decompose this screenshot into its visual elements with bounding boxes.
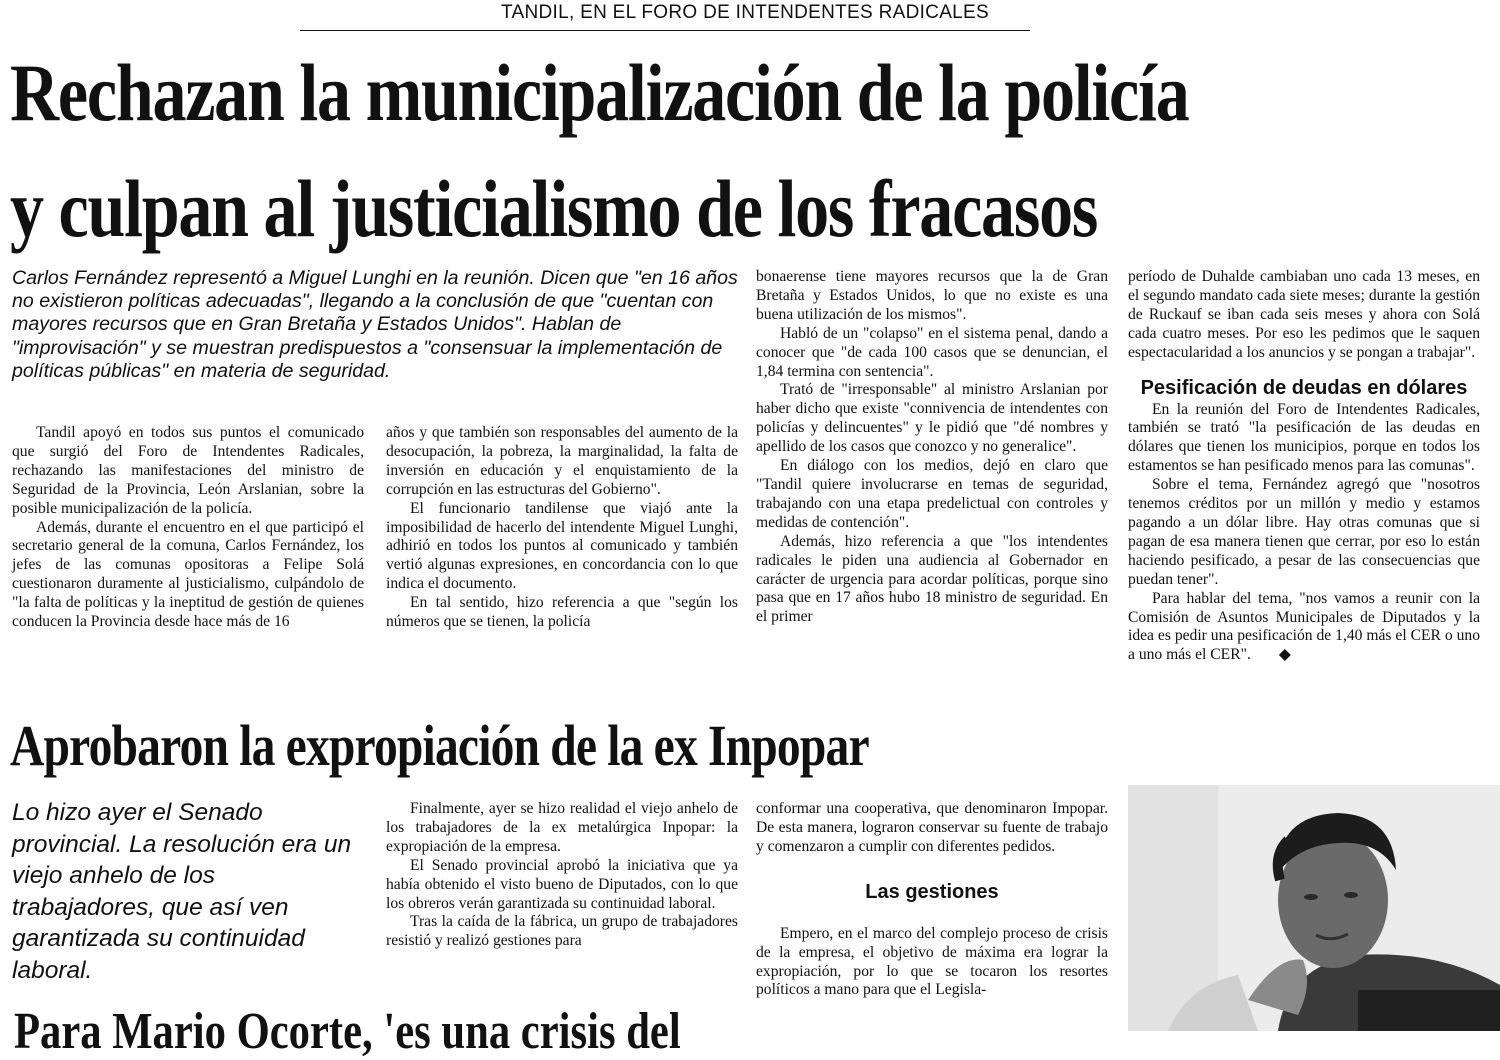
paragraph: años y que también son responsables del aumento de la desocupación, la pobreza, la marginalidad, la falta de inversión en educación y el enquistamiento de la corrupción en las estructuras del Gobierno". — [386, 424, 738, 498]
paragraph: En tal sentido, hizo referencia a que "según los números que se tienen, la policía — [386, 594, 738, 631]
paragraph: período de Duhalde cambiaban uno cada 13 meses, en el segundo mandato cada siete meses; durante la gestión de Ruckauf se iban cada seis meses y ahora con Solá cada cuatro meses. Por eso les pedimos que le saquen espectacularidad a los anuncios y se pongan a trabajar". — [1128, 268, 1480, 361]
paragraph: conformar una cooperativa, que denominaron Impopar. De esta manera, lograron conservar su fuente de trabajo y comenzaron a cumplir con diferentes pedidos. — [756, 800, 1108, 855]
paragraph-text: Para hablar del tema, "nos vamos a reunir con la Comisión de Asuntos Municipales de Diputados y la idea es pedir una pesificación de 1,40 más el CER o uno a uno más el CER". — [1128, 589, 1480, 664]
paragraph: Sobre el tema, Fernández agregó que "nosotros tenemos créditos por un millón y medio y estamos pagando a un dólar libre. Hay otras comunas que si pagan de esa manera tienen que cerrar, por eso lo están haciendo pesificado, a pesar de las consecuencias que puedan tener". — [1128, 476, 1480, 588]
end-mark-icon: ◆ — [1278, 646, 1291, 664]
headline-line-1: Rechazan la municipalización de la policía — [10, 47, 1189, 138]
article-column-2 — [386, 424, 738, 632]
article-column-4 — [1128, 268, 1480, 665]
article-lead: Carlos Fernández representó a Miguel Lunghi en la reunión. Dicen que "en 16 años no existieron políticas adecuadas", llegando a la conclusión de que "cuentan con mayores recursos que en Gran Bretaña y Estados Unidos". Hablan de "improvisación" y se muestran predispuestos a "consensuar la implementación de políticas públicas" en materia de seguridad. — [12, 267, 738, 382]
section-kicker: TANDIL, EN EL FORO DE INTENDENTES RADICALES — [501, 2, 989, 23]
inpopar-column-1 — [386, 800, 738, 951]
paragraph: Tras la caída de la fábrica, un grupo de trabajadores resistió y realizó gestiones para — [386, 913, 738, 950]
paragraph: Tandil apoyó en todos sus puntos el comunicado que surgió del Foro de Intendentes Radicales, rechazando las manifestaciones del ministro de Seguridad de la Provincia, León Arslanian, sobre la posible municipalización de la policía. — [12, 424, 364, 517]
paragraph: En la reunión del Foro de Intendentes Radicales, también se trató "la pesificación de las deudas en dólares que tienen los municipios, porque en todos los estamentos se han pesificado menos para las comunas". — [1128, 400, 1480, 475]
headline-ocorte: Para Mario Ocorte, 'es una crisis del — [14, 1003, 681, 1060]
paragraph: Además, durante el encuentro en el que participó el secretario general de la comuna, Carlos Fernández, los jefes de las comunas opositoras a Felipe Solá cuestionaron duramente al justicialismo, culpándolo de "la falta de políticas y la ineptitud de gestión de quienes conducen la Provincia desde hace más de 16 — [12, 518, 364, 631]
paragraph: Finalmente, ayer se hizo realidad el viejo anhelo de los trabajadores de la ex metalúrgica Inpopar: la expropiación de la empresa. — [386, 800, 738, 855]
paragraph: bonaerense tiene mayores recursos que la de Gran Bretaña y Estados Unidos, lo que no existe es una buena utilización de los mismos". — [756, 268, 1108, 323]
paragraph: El funcionario tandilense que viajó ante la imposibilidad de hacerlo del intendente Miguel Lunghi, adhirió en todos los puntos al comunicado y también vertió algunas expresiones, en concordancia con lo que indica el documento. — [386, 499, 738, 593]
article-column-3 — [756, 268, 1108, 627]
subhead-gestiones: Las gestiones — [865, 880, 999, 903]
paragraph: Además, hizo referencia a que "los intendentes radicales le piden una audiencia al Gobernador en carácter de urgencia para acordar políticas, porque sino pasa que en 17 años hubo 18 ministro de seguridad. En el primer — [756, 532, 1108, 626]
portrait-photo — [1128, 785, 1500, 1031]
paragraph: Habló de un "colapso" en el sistema penal, dando a conocer que "de cada 100 casos que se denuncian, el 1,84 termina con sentencia". — [756, 324, 1108, 380]
article-lead-inpopar: Lo hizo ayer el Senado provincial. La resolución era un viejo anhelo de los trabajadores, que así ven garantizada su continuidad laboral. — [12, 799, 352, 984]
paragraph: Trató de "irresponsable" al ministro Arslanian por haber dicho que existe "connivencia de intendentes con policías y delincuentes" y le pidió que "dé nombres y apellido de los casos que conozco y no generalice". — [756, 381, 1108, 456]
paragraph: El Senado provincial aprobó la iniciativa que ya había obtenido el visto bueno de Diputados, con lo que los obreros verán garantizada su continuidad laboral. — [386, 856, 738, 912]
paragraph — [1128, 590, 1480, 666]
inpopar-column-2 — [756, 800, 1108, 1000]
photo-official-portrait — [1128, 785, 1500, 1031]
article-column-1 — [12, 424, 364, 632]
headline-line-2: y culpan al justicialismo de los fracasos — [10, 163, 1098, 254]
kicker-rule — [300, 30, 1030, 31]
subhead-pesificacion: Pesificación de deudas en dólares — [1140, 376, 1468, 399]
headline-inpopar: Aprobaron la expropiación de la ex Inpopar — [10, 713, 869, 778]
paragraph: Empero, en el marco del complejo proceso de crisis de la empresa, el objetivo de máxima era lograr la expropiación, por lo que se tocaron los resortes políticos a mano para que el Legisla- — [756, 924, 1108, 999]
paragraph: En diálogo con los medios, dejó en claro que "Tandil quiere involucrarse en temas de seguridad, trabajando con una etapa predelictual con controles y medidas de contención". — [756, 457, 1108, 531]
